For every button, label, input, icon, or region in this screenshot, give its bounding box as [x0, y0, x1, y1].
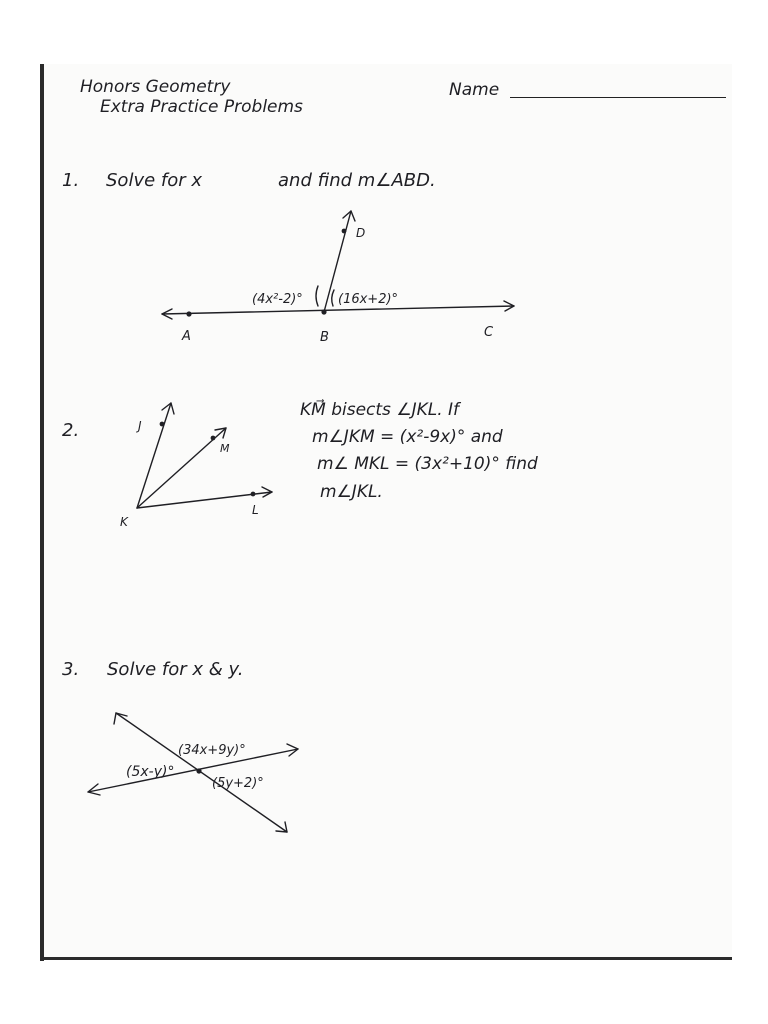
angle-bottom-expression: (5y+2)° — [212, 776, 264, 791]
intersection-point — [196, 768, 201, 773]
problem-2-line-4: m∠JKL. — [320, 482, 383, 502]
problem-2-line-3: m∠ MKL = (3x²+10)° find — [317, 454, 538, 474]
angle-left-expression: (4x²-2)° — [252, 292, 303, 307]
problem-1-number: 1. — [62, 170, 80, 191]
label-k: K — [120, 515, 128, 529]
label-b: B — [320, 330, 329, 345]
angle-left-expression: (5x-y)° — [126, 764, 175, 780]
course-title: Honors Geometry — [80, 77, 231, 97]
problem-1-prompt-a: Solve for x — [106, 170, 203, 191]
problem-2-line-2: m∠JKM = (x²-9x)° and — [312, 427, 503, 447]
problem-1-prompt-b: and find m∠ABD. — [278, 170, 436, 191]
label-m: M — [220, 442, 230, 455]
problem-3-prompt: Solve for x & y. — [107, 659, 244, 680]
angle-top-expression: (34x+9y)° — [178, 743, 246, 758]
problem-3-number: 3. — [62, 659, 80, 680]
label-j: J — [138, 419, 142, 433]
worksheet-subtitle: Extra Practice Problems — [100, 97, 303, 117]
problem-2-line-1: KM⃗ bisects ∠JKL. If — [300, 400, 460, 420]
label-l: L — [252, 503, 259, 517]
label-d: D — [356, 226, 366, 240]
label-a: A — [182, 329, 191, 344]
label-c: C — [484, 325, 494, 340]
angle-right-expression: (16x+2)° — [338, 292, 399, 307]
problem-2-number: 2. — [62, 420, 80, 441]
name-label: Name — [449, 80, 500, 100]
